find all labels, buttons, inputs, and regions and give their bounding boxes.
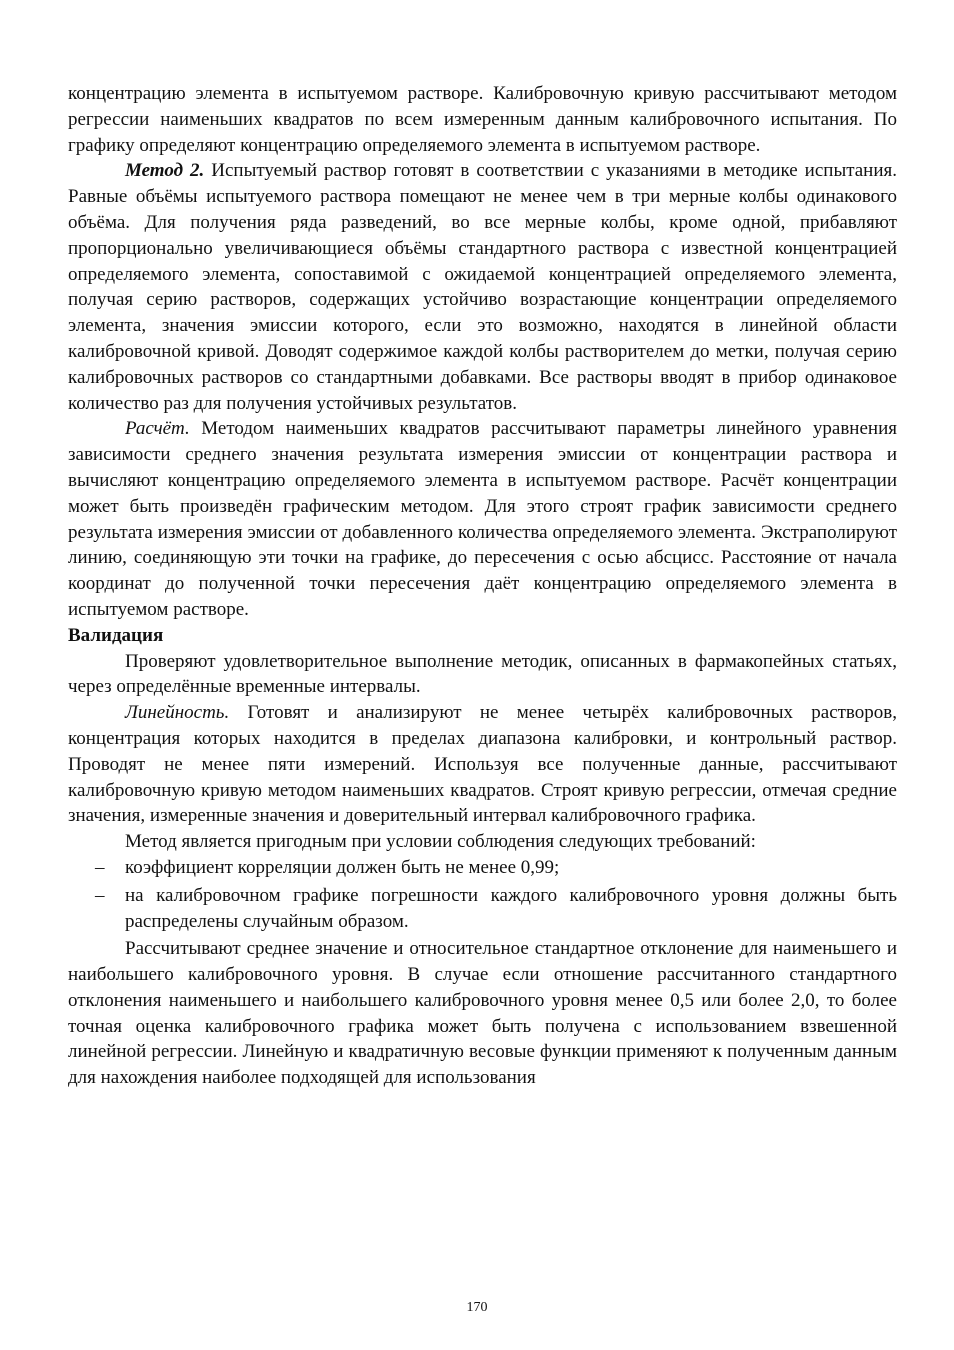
paragraph-text: Готовят и анализируют не менее четырёх калибровочных растворов, концентрация которых находится в пределах диапазона калибровки, и контрольный раствор. Проводят не менее пяти измерений. Используя все полученные данные, рассчитывают калибровочную кривую методом наименьших квадратов. Строят кривую регрессии, отмечая средние значения, измеренные значения и доверительный интервал калибровочного графика.	[68, 702, 897, 827]
paragraph-text: концентрацию элемента в испытуемом растворе. Калибровочную кривую рассчитывают методом регрессии наименьших квадратов по всем измеренным данным калибровочного испытания. По графику определяют концентрацию определяемого элемента в испытуемом растворе.	[68, 83, 897, 156]
method-2-lead: Метод 2.	[125, 160, 205, 182]
paragraph-calculation	[68, 416, 897, 622]
list-dash: –	[95, 884, 105, 906]
paragraph-text: Методом наименьших квадратов рассчитывают параметры линейного уравнения зависимости среднего значения результата измерения эмиссии от концентрации раствора и вычисляют концентрацию определяемого элемента в испытуемом растворе. Расчёт концентрации может быть произведён графическим методом. Для этого строят график зависимости среднего результата измерения эмиссии от добавленного количества определяемого элемента. Экстраполируют линию, соединяющую эти точки на графике, до пересечения с осью абсцисс. Расстояние от начала координат до полученной точки пересечения даёт концентрацию определяемого элемента в испытуемом растворе.	[68, 418, 897, 620]
list-item-text: на калибровочном графике погрешности каждого калибровочного уровня должны быть распределены случайным образом.	[125, 884, 897, 932]
paragraph-text: Испытуемый раствор готовят в соответствии с указаниями в методике испытания. Равные объёмы испытуемого раствора помещают не менее чем в три мерные колбы одинакового объёма. Для получения ряда разведений, во все мерные колбы, кроме одной, прибавляют пропорционально увеличивающиеся объёмы стандартного раствора с известной концентрацией определяемого элемента, сопоставимой с ожидаемой концентрацией определяемого элемента, получая серию растворов, содержащих устойчиво возрастающие концентрации определяемого элемента, значения эмиссии которого, если это возможно, находятся в линейной области калибровочной кривой. Доводят содержимое каждой колбы растворителем до метки, получая серию калибровочных растворов со стандартными добавками. Все растворы вводят в прибор одинаковое количество раз для получения устойчивых результатов.	[68, 160, 898, 414]
paragraph-validation-intro	[68, 649, 897, 701]
paragraph-method-2	[68, 158, 897, 416]
list-item-text: коэффициент корреляции должен быть не менее 0,99;	[125, 856, 560, 878]
paragraph-linearity	[68, 700, 897, 829]
paragraph-text: Рассчитывают среднее значение и относительное стандартное отклонение для наименьшего и наибольшего калибровочного уровня. В случае если отношение рассчитанного стандартного отклонения наименьшего и наибольшего калибровочного уровня менее 0,5 или более 2,0, то более точная оценка калибровочного графика может быть получена с использованием взвешенной линейной регрессии. Линейную и квадратичную весовые функции применяют к полученным данным для нахождения наиболее подходящей для использования	[68, 938, 897, 1089]
paragraph-calibration-curve	[68, 81, 897, 158]
linearity-lead: Линейность.	[125, 702, 230, 724]
list-dash: –	[95, 856, 105, 878]
list-item	[68, 883, 897, 935]
paragraph-text: Проверяют удовлетворительное выполнение методик, описанных в фармакопейных статьях, через определённые временные интервалы.	[68, 650, 897, 698]
paragraph-weighted-regression	[68, 936, 897, 1091]
paragraph-text: Метод является пригодным при условии соблюдения следующих требований:	[125, 831, 756, 853]
list-item	[68, 855, 897, 881]
paragraph-requirements-intro	[68, 829, 897, 855]
section-heading-validation: Валидация	[68, 624, 164, 646]
page-content	[68, 81, 897, 1091]
calculation-lead: Расчёт.	[125, 418, 190, 440]
requirements-list	[68, 855, 897, 934]
page-number: 170	[466, 1300, 488, 1315]
